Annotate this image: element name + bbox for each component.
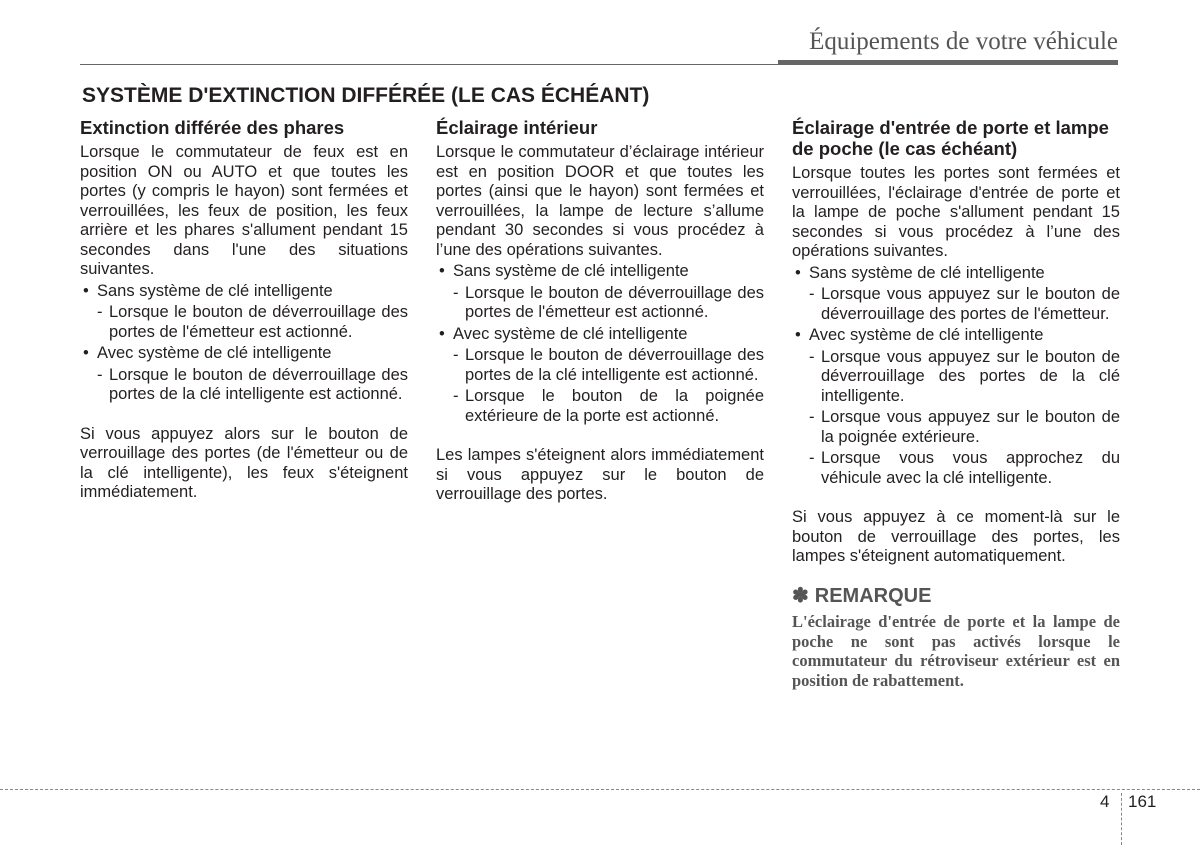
bullet-item: • Sans système de clé intelligente — [436, 262, 764, 282]
sub-item: - Lorsque le bouton de déverrouillage des portes de la clé intelligente est actionné. — [436, 346, 764, 385]
sub-item: - Lorsque le bouton de déverrouillage des portes de l'émetteur est actionné. — [436, 284, 764, 323]
bullet-item: • Avec système de clé intelligente — [792, 326, 1120, 346]
outro-paragraph: Si vous appuyez à ce moment-là sur le bouton de verrouillage des portes, les lampes s'éteignent automatiquement. — [792, 508, 1120, 565]
bullet-item: • Sans système de clé intelligente — [80, 282, 408, 302]
sub-item: - Lorsque vous appuyez sur le bouton de déverrouillage des portes de l'émetteur. — [792, 285, 1120, 324]
intro-paragraph: Lorsque le commutateur d’éclairage intérieur est en position DOOR et que toutes les portes (ainsi que le hayon) sont fermées et verrouillées, la lampe de lecture s’allume pendant 30 secondes si vous procédez à l’une des opérations suivantes. — [436, 143, 764, 259]
sub-item: - Lorsque vous appuyez sur le bouton de déverrouillage des portes de la clé intelligente. — [792, 348, 1120, 407]
column-heading: Éclairage intérieur — [436, 117, 598, 138]
bullet-item: • Avec système de clé intelligente — [436, 325, 764, 345]
column-heading: Éclairage d'entrée de porte et lampe de poche (le cas échéant) — [792, 117, 1109, 159]
intro-paragraph: Lorsque toutes les portes sont fermées et verrouillées, l'éclairage d'entrée de porte et la lampe de poche s'allument pendant 15 secondes si vous procédez à l’une des opérations suivantes. — [792, 164, 1120, 260]
sub-item: - Lorsque le bouton de déverrouillage des portes de la clé intelligente est actionné. — [80, 366, 408, 405]
header-rule — [80, 64, 1118, 65]
sub-item: - Lorsque le bouton de déverrouillage des portes de l'émetteur est actionné. — [80, 303, 408, 342]
asterisk-icon: ✽ — [792, 584, 809, 607]
bullet-item: • Sans système de clé intelligente — [792, 264, 1120, 284]
intro-paragraph: Lorsque le commutateur de feux est en position ON ou AUTO et que toutes les portes (y compris le hayon) sont fermées et verrouillées, les feux de position, les feux arrière et les phares s'allument pendant 15 secondes dans l'une des situations suivantes. — [80, 143, 408, 278]
section-title: SYSTÈME D'EXTINCTION DIFFÉRÉE (LE CAS ÉCHÉANT) — [82, 84, 650, 107]
page-number: 161 — [1128, 792, 1157, 811]
column-headlight-delay — [80, 117, 408, 503]
outro-paragraph: Si vous appuyez alors sur le bouton de verrouillage des portes (de l'émetteur ou de la clé intelligente), les feux s'éteignent immédiatement. — [80, 424, 408, 501]
column-heading: Extinction différée des phares — [80, 117, 345, 138]
footer-divider — [0, 789, 1200, 790]
sub-item: - Lorsque le bouton de la poignée extérieure de la porte est actionné. — [436, 387, 764, 426]
column-interior-light — [436, 117, 764, 505]
chapter-title: Équipements de votre véhicule — [809, 28, 1118, 55]
sub-item: - Lorsque vous appuyez sur le bouton de la poignée extérieure. — [792, 408, 1120, 447]
page-number-separator — [1121, 793, 1122, 845]
sub-item: - Lorsque vous vous approchez du véhicule avec la clé intelligente. — [792, 449, 1120, 488]
column-door-entry-light — [792, 117, 1120, 690]
remark-text: L'éclairage d'entrée de porte et la lampe de poche ne sont pas activés lorsque le commutateur du rétroviseur extérieur est en position de rabattement. — [792, 612, 1120, 690]
remark-title: REMARQUE — [814, 584, 932, 607]
chapter-number: 4 — [1100, 792, 1110, 811]
bullet-item: • Avec système de clé intelligente — [80, 344, 408, 364]
remark-heading — [792, 584, 1120, 607]
outro-paragraph: Les lampes s'éteignent alors immédiatement si vous appuyez sur le bouton de verrouillage des portes. — [436, 446, 764, 503]
